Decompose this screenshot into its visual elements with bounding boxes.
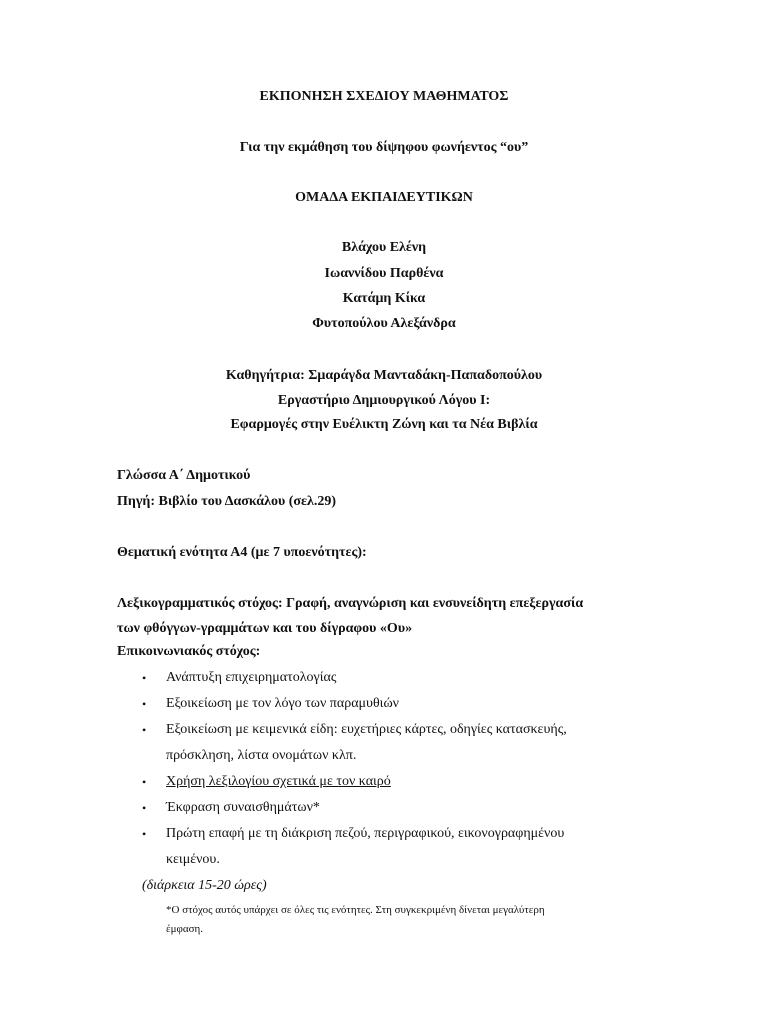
workshop-line: Εργαστήριο Δημιουργικού Λόγου Ι:	[277, 393, 491, 408]
lexical-goal-continued: των φθόγγων-γραμμάτων και του δίγραφου «Ου»	[117, 621, 413, 636]
member-name: Κατάμη Κίκα	[342, 291, 426, 306]
professor-line: Καθηγήτρια: Σμαράγδα Μανταδάκη-Παπαδοπούλου	[225, 368, 543, 383]
list-item-text: πρόσκληση, λίστα ονομάτων κλπ.	[166, 748, 357, 763]
list-item-text: Εξοικείωση με τον λόγο των παραμυθιών	[166, 696, 399, 711]
list-item-text: Εξοικείωση με κειμενικά είδη: ευχετήριες κάρτες, οδηγίες κατασκευής,	[166, 722, 567, 737]
list-item-text: Ανάπτυξη επιχειρηματολογίας	[166, 670, 337, 685]
footnote-continued: έμφαση.	[166, 923, 204, 935]
footnote: *Ο στόχος αυτός υπάρχει σε όλες τις ενότητες. Στη συγκεκριμένη δίνεται μεγαλύτερη	[166, 904, 545, 916]
member-name: Ιωαννίδου Παρθένα	[324, 266, 444, 281]
bullet-icon: •	[142, 671, 147, 685]
group-label: ΟΜΑΔΑ ΕΚΠΑΙΔΕΥΤΙΚΩΝ	[295, 190, 473, 205]
list-item-text: Χρήση λεξιλογίου σχετικά με τον καιρό	[166, 774, 391, 789]
list-item-text: Πρώτη επαφή με τη διάκριση πεζού, περιγραφικού, εικονογραφημένου	[166, 826, 565, 841]
member-name: Φυτοπούλου Αλεξάνδρα	[312, 316, 456, 331]
bullet-icon: •	[142, 801, 147, 815]
list-item-text: κειμένου.	[166, 852, 220, 867]
bullet-icon: •	[142, 827, 147, 841]
communicative-goal: Επικοινωνιακός στόχος:	[117, 644, 261, 659]
source-line: Πηγή: Βιβλίο του Δασκάλου (σελ.29)	[117, 494, 337, 509]
member-name: Βλάχου Ελένη	[341, 240, 427, 255]
lexical-goal: Λεξικογραμματικός στόχος: Γραφή, αναγνώριση και ενσυνείδητη επεξεργασία	[117, 596, 584, 611]
document-subtitle: Για την εκμάθηση του δίψηφου φωνήεντος “ου”	[239, 140, 529, 155]
list-item-text: Έκφραση συναισθημάτων*	[166, 800, 320, 815]
bullet-icon: •	[142, 775, 147, 789]
document-title: ΕΚΠΟΝΗΣΗ ΣΧΕΔΙΟΥ ΜΑΘΗΜΑΤΟΣ	[259, 89, 509, 104]
bullet-icon: •	[142, 723, 147, 737]
unit-line: Θεματική ενότητα Α4 (με 7 υποενότητες):	[117, 545, 367, 560]
duration-note: (διάρκεια 15-20 ώρες)	[142, 878, 267, 893]
workshop-subtitle: Εφαρμογές στην Ευέλικτη Ζώνη και τα Νέα Βιβλία	[230, 417, 538, 432]
subject-line: Γλώσσα Α΄ Δημοτικού	[117, 468, 251, 483]
bullet-icon: •	[142, 697, 147, 711]
